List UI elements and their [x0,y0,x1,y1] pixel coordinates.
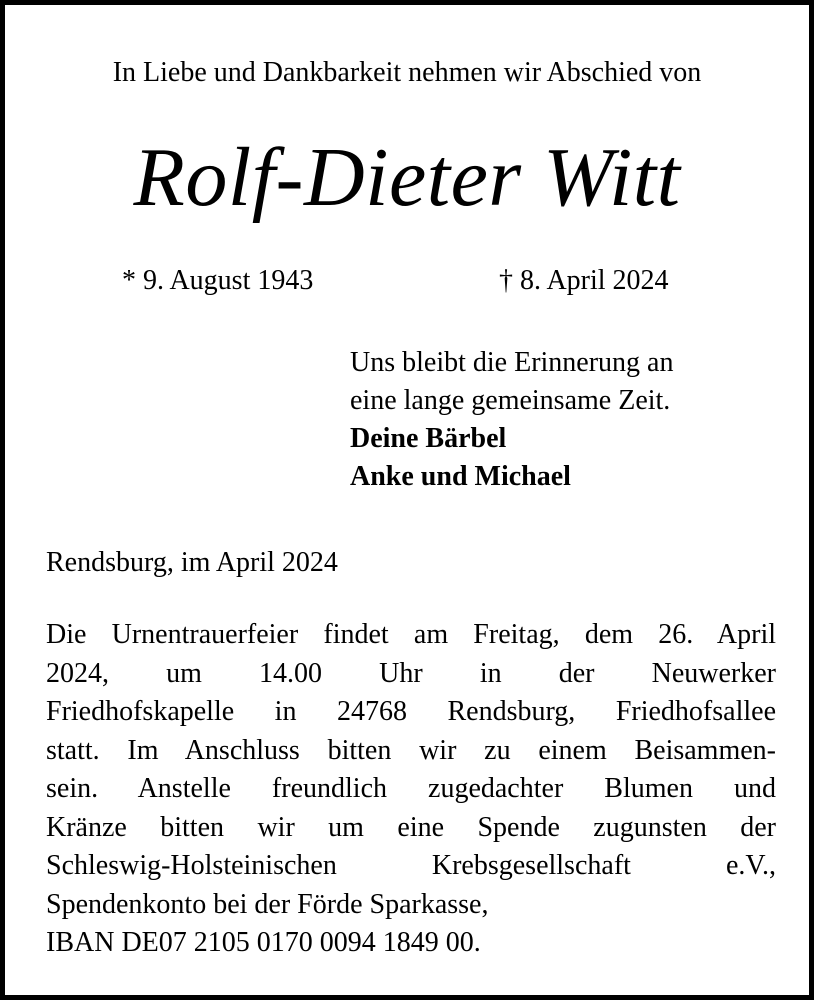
verse-line: Uns bleibt die Erinnerung an [350,347,674,378]
death-date: † 8. April 2024 [499,265,669,296]
notice-line: Friedhofskapelle in 24768 Rendsburg, Friedhofsallee [46,696,776,727]
funeral-notice [46,616,776,963]
deceased-name: Rolf-Dieter Witt [133,131,681,224]
notice-line: sein. Anstelle freundlich zugedachter Blumen und [46,773,776,804]
notice-line: Die Urnentrauerfeier findet am Freitag, dem 26. April [46,619,776,650]
signature-line: Deine Bärbel [350,423,507,454]
notice-line: IBAN DE07 2105 0170 0094 1849 00. [46,927,481,958]
place-date: Rendsburg, im April 2024 [46,547,338,578]
birth-date: * 9. August 1943 [122,265,314,296]
memorial-verse [350,344,673,496]
notice-line: Schleswig-Holsteinischen Krebsgesellschaft e.V., [46,850,776,881]
intro-text: In Liebe und Dankbarkeit nehmen wir Abschied von [112,57,702,88]
verse-line: eine lange gemeinsame Zeit. [350,385,671,416]
notice-line: Kränze bitten wir um eine Spende zugunsten der [46,811,776,843]
signature-line: Anke und Michael [350,461,571,492]
notice-line: 2024, um 14.00 Uhr in der Neuwerker [46,657,776,689]
notice-line: Spendenkonto bei der Förde Sparkasse, [46,888,489,920]
notice-line: statt. Im Anschluss bitten wir zu einem Beisammen- [46,734,776,766]
